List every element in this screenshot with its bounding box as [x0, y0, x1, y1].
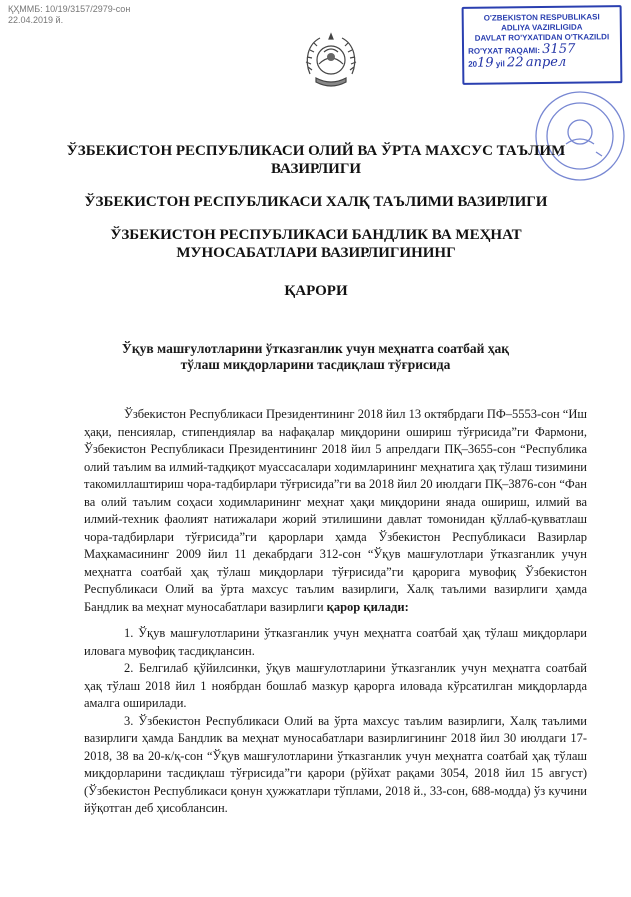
document-title [80, 341, 551, 373]
title-line-1: Ўқув машғулотларини ўтказганлик учун меҳнатга соатбай ҳақ [121, 341, 510, 356]
stamp-line-2: ADLIYA VAZIRLIGIDA [501, 22, 583, 33]
ministry-3-heading: ЎЗБЕКИСТОН РЕСПУБЛИКАСИ БАНДЛИК ВА МЕҲНАТ МУНОСАБАТЛАРИ ВАЗИРЛИГИНИНГ [110, 227, 522, 261]
registration-code: ҚҲММБ: 10/19/3157/2979-сон [8, 4, 131, 14]
ministry-2-heading: ЎЗБЕКИСТОН РЕСПУБЛИКАСИ ХАЛҚ ТАЪЛИМИ ВАЗИРЛИГИ [84, 194, 548, 210]
registration-date: 22.04.2019 й. [8, 15, 64, 25]
stamp-year-hw: 19 [477, 55, 494, 71]
item-1: 1. Ўқув машғулотларини ўтказганлик учун меҳнатга соатбай ҳақ тўлаш миқдорлари иловага мувофиқ тасдиқлансин. [84, 626, 587, 658]
stamp-line-1: O'ZBEKISTON RESPUBLIKASI [483, 12, 600, 23]
registration-meta [8, 4, 130, 26]
preamble-paragraph [84, 406, 587, 616]
registration-stamp [462, 5, 623, 85]
item-3: 3. Ўзбекистон Республикаси Олий ва ўрта махсус таълим вазирлиги, Халқ таълими вазирлиги ҳамда Бандлик ва меҳнат муносабатлари вазирлигининг 2018 йил 30 июлдаги 17-2018, 38 ва 20-к/қ-сон “Ўқув машғулотларини ўтказганлик учун меҳнатга соатбай ҳақ тўлаш миқдорларини тасдиқлаш тўғрисида”ги қарори (рўйхат рақами 3054, 2018 йил 15 август) (Ўзбекистон Республикаси қонун ҳужжатлари тўплами, 2018 й., 33-сон, 688-модда) ўз кучини йўқотган деб ҳисоблансин. [84, 713, 587, 815]
document-body [84, 406, 587, 818]
stamp-raqam-row: RO'YXAT RAQAMI: 3157 [468, 41, 576, 57]
ministry-1-heading: ЎЗБЕКИСТОН РЕСПУБЛИКАСИ ОЛИЙ ВА ЎРТА МАХСУС ТАЪЛИМ ВАЗИРЛИГИ [66, 143, 566, 177]
title-line-2: тўлаш миқдорларини тасдиқлаш тўғрисида [180, 357, 451, 372]
stamp-date-row [468, 54, 616, 71]
stamp-line-3: DAVLAT RO'YXATIDAN O'TKAZILDI [474, 32, 610, 43]
stamp-year-prefix: 20 [468, 59, 478, 69]
stamp-year-suffix: yil [495, 59, 505, 69]
stamp-day-hw: 22 [506, 55, 524, 71]
item-2: 2. Белгилаб қўйилсинки, ўқув машғулотларини ўтказганлик учун меҳнатга соатбай ҳақ тўлаш 2018 йил 1 ноябрдан бошлаб мазкур қарорга иловада кўрсатилган миқдорларда амалга оширилади. [84, 661, 587, 710]
state-emblem-icon [300, 30, 362, 96]
stamp-raqam-label: RO'YXAT RAQAMI [468, 46, 538, 56]
document-type-heading: ҚАРОРИ [284, 283, 348, 299]
preamble-text: Ўзбекистон Республикаси Президентининг 2018 йил 13 октябрдаги ПФ–5553-сон “Иш ҳақи, пенсиялар, стипендиялар ва нафақалар миқдорини ошириш тўғрисида”ги Фармони, Ўзбекистон Республикаси Президентининг 2018 йил 5 апрелдаги ПҚ–3655-сон “Республика олий таълим ва илмий-тадқиқот муассасалари ходимларининг меҳнатига ҳақ тўлаш тизимини такомиллаштириш чора-тадбирлари тўғрисида”ги ва 2018 йил 20 июлдаги ПҚ–3876-сон “Фан ва олий таълим соҳаси ходимларининг меҳнат ҳақи миқдорини янада ошириш, илмий ва илмий-техник фаолият натижалари жорий этилишини давлат томонидан қўллаб-қувватлаш чора-тадбирлари тўғрисида”ги қарорлари ҳамда Ўзбекистон Республикаси Вазирлар Маҳкамасининг 2009 йил 11 декабрдаги 312-сон “Ўқув машғулотлари ўтказганлик учун меҳнатга соатбай ҳақ тўлаш миқдорлари тўғрисида”ги қарорига мувофиқ Ўзбекистон Республикаси Олий ва ўрта махсус таълим вазирлиги, Халқ таълими вазирлиги ҳамда Бандлик ва меҳнат муносабатлари вазирлиги [84, 407, 587, 614]
stamp-month-hw: апрел [525, 54, 567, 71]
stamp-raqam-value: 3157 [542, 41, 576, 57]
decision-phrase: қарор қилади: [326, 599, 409, 614]
